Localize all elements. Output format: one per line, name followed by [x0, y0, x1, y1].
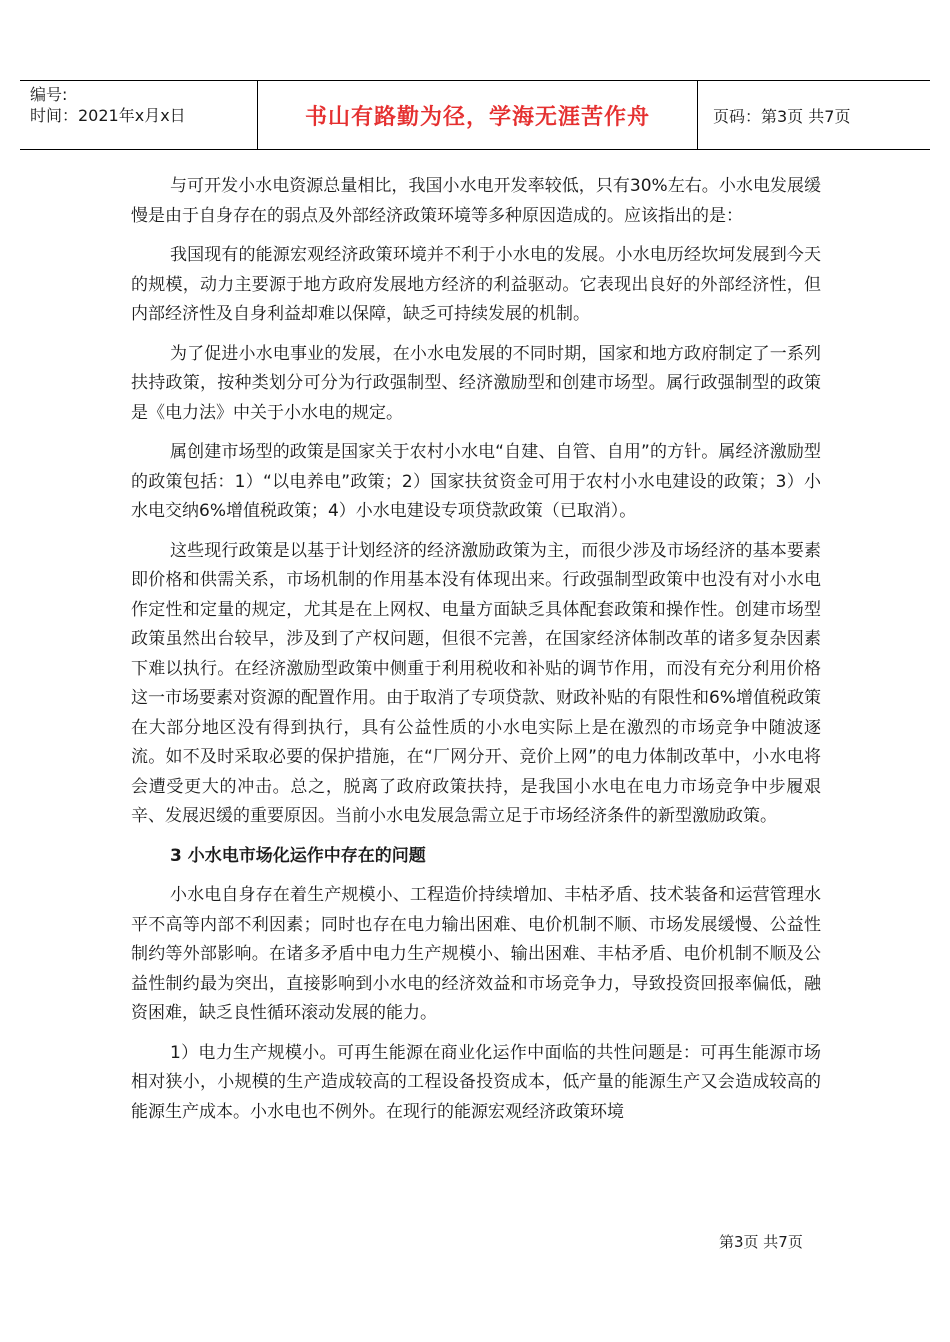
header-table: [20, 80, 930, 150]
paragraph: 属创建市场型的政策是国家关于农村小水电“自建、自管、自用”的方针。属经济激励型的政策包括：1）“以电养电”政策；2）国家扶贫资金可用于农村小水电建设的政策；3）小水电交纳6%增值税政策；4）小水电建设专项贷款政策（已取消）。: [131, 442, 821, 521]
paragraph: 与可开发小水电资源总量相比，我国小水电开发率较低，只有30%左右。小水电发展缓慢是由于自身存在的弱点及外部经济政策环境等多种原因造成的。应该指出的是：: [131, 176, 821, 226]
header-motto: 书山有路勤为径，学海无涯苦作舟: [304, 104, 650, 130]
header-motto-cell: [258, 81, 698, 149]
paragraph: 这些现行政策是以基于计划经济的经济激励政策为主，而很少涉及市场经济的基本要素即价格和供需关系，市场机制的作用基本没有体现出来。行政强制型政策中也没有对小水电作定性和定量的规定，尤其是在上网权、电量方面缺乏具体配套政策和操作性。创建市场型政策虽然出台较早，涉及到了产权问题，但很不完善，在国家经济体制改革的诸多复杂因素下难以执行。在经济激励型政策中侧重于利用税收和补贴的调节作用，而没有充分利用价格这一市场要素对资源的配置作用。由于取消了专项贷款、财政补贴的有限性和6%增值税政策在大部分地区没有得到执行，具有公益性质的小水电实际上是在激烈的市场竞争中随波逐流。如不及时采取必要的保护措施，在“厂网分开、竞价上网”的电力体制改革中，小水电将会遭受更大的冲击。总之，脱离了政府政策扶持，是我国小水电在电力市场竞争中步履艰辛、发展迟缓的重要原因。当前小水电发展急需立足于市场经济条件的新型激励政策。: [131, 540, 821, 826]
header-page-cell: [698, 81, 930, 149]
document-body: [131, 172, 821, 1137]
time-label: 时间：2021年x月x日: [30, 106, 186, 125]
header-page-info: 页码：第3页 共7页: [713, 106, 851, 126]
header-left-cell: [20, 81, 258, 149]
paragraph: 我国现有的能源宏观经济政策环境并不利于小水电的发展。小水电历经坎坷发展到今天的规模，动力主要源于地方政府发展地方经济的利益驱动。它表现出良好的外部经济性，但内部经济性及自身利益却难以保障，缺乏可持续发展的机制。: [131, 245, 821, 324]
paragraph: 为了促进小水电事业的发展，在小水电发展的不同时期，国家和地方政府制定了一系列扶持政策，按种类划分可分为行政强制型、经济激励型和创建市场型。属行政强制型的政策是《电力法》中关于小水电的规定。: [131, 343, 821, 423]
paragraph: 1）电力生产规模小。可再生能源在商业化运作中面临的共性问题是：可再生能源市场相对狭小，小规模的生产造成较高的工程设备投资成本，低产量的能源生产又会造成较高的能源生产成本。小水电也不例外。在现行的能源宏观经济政策环境: [131, 1042, 821, 1122]
section-heading: 3 小水电市场化运作中存在的问题: [170, 845, 426, 866]
page-footer: 第3页 共7页: [719, 1233, 803, 1251]
paragraph: 小水电自身存在着生产规模小、工程造价持续增加、丰枯矛盾、技术装备和运营管理水平不高等内部不利因素；同时也存在电力输出困难、电价机制不顺、市场发展缓慢、公益性制约等外部影响。在诸多矛盾中电力生产规模小、输出困难、丰枯矛盾、电价机制不顺及公益性制约最为突出，直接影响到小水电的经济效益和市场竞争力，导致投资回报率偏低，融资困难，缺乏良性循环滚动发展的能力。: [131, 885, 821, 1023]
serial-label: 编号:: [30, 85, 68, 104]
